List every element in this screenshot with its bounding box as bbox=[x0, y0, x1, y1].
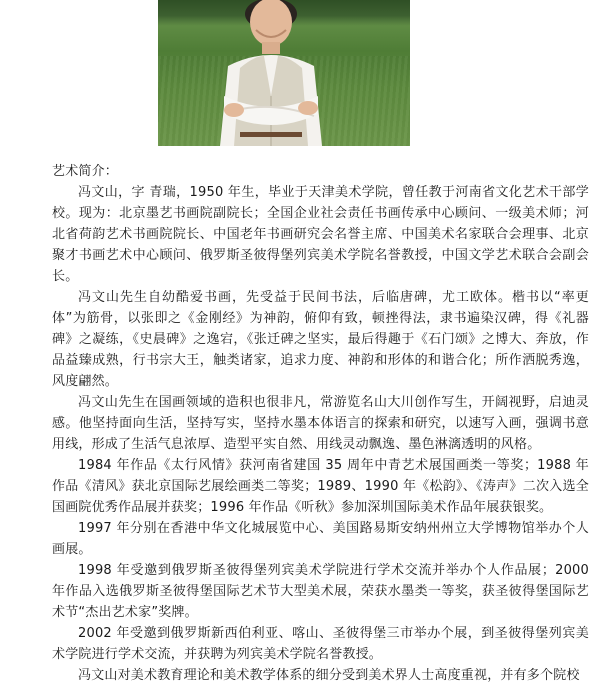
portrait-photo bbox=[158, 0, 410, 146]
bio-paragraph: 冯文山对美术教育理论和美术教学体系的细分受到美术界人士高度重视，并有多个院校 bbox=[78, 668, 580, 683]
bio-paragraph: 1997 年分别在香港中华文化城展览中心、美国路易斯安纳州州立大学博物馆举办个人画展。 bbox=[52, 521, 589, 557]
bio-paragraph: 1998 年受邀到俄罗斯圣彼得堡列宾美术学院进行学术交流并举办个人作品展；2000 年作品入选俄罗斯圣彼得堡国际艺术节大型美术展，荣获水墨类一等奖，获圣彼得堡国际艺术节“杰出艺术家”奖牌。 bbox=[52, 563, 589, 620]
bio-paragraph: 1984 年作品《太行风情》获河南省建国 35 周年中青艺术展国画类一等奖；1988 年作品《清风》获北京国际艺展绘画类二等奖；1989、1990 年《松韵》、《涛声》二次入选全国画院优秀作品展并获奖；1996 年作品《听秋》参加深圳国际美术作品年展获银奖。 bbox=[52, 458, 589, 515]
bio-paragraph: 冯文山先生在国画领域的造积也很非凡，常游览名山大川创作写生，开阔视野，启迪灵感。他坚持面向生活，坚持写实，坚持水墨本体语言的探索和研究，以速写入画，强调书意用线，形成了生活气息浓厚、造型平实自然、用线灵动飘逸、墨色淋漓透明的风格。 bbox=[52, 395, 589, 452]
bio-paragraph: 冯文山，字 青瑞，1950 年生，毕业于天津美术学院，曾任教于河南省文化艺术干部学校。现为：北京墨艺书画院副院长；全国企业社会责任书画传承中心顾问、一级美术师；河北省荷韵艺术书画院院长、中国老年书画研究会名誉主席、中国美术名家联合会理事、北京聚才书画艺术中心顾问、俄罗斯圣彼得堡列宾美术学院名誉教授，中国文学艺术联合会副会长。 bbox=[52, 185, 589, 284]
section-heading: 艺术简介： bbox=[52, 164, 119, 179]
man-portrait-icon bbox=[158, 0, 410, 146]
bio-paragraph: 2002 年受邀到俄罗斯新西伯利亚、喀山、圣彼得堡三市举办个展，到圣彼得堡列宾美术学院进行学术交流，并获聘为列宾美术学院名誉教授。 bbox=[52, 626, 589, 662]
artist-biography bbox=[52, 161, 589, 686]
bio-paragraph: 冯文山先生自幼酷爱书画，先受益于民间书法，后临唐碑，尤工欧体。楷书以“率更体”为筋骨，以张即之《金刚经》为神韵，俯仰有致，顿挫得法，隶书遍染汉碑，得《礼器碑》之凝练，《史晨碑》之逸宕，《张迁碑之坚实，最后得趣于《石门颂》之博大、奔放，作品益臻成熟，行书宗大王，触类诸家，追求力度、神韵和形体的和谐合化；所作洒脱秀逸，风度翩然。 bbox=[52, 290, 589, 389]
